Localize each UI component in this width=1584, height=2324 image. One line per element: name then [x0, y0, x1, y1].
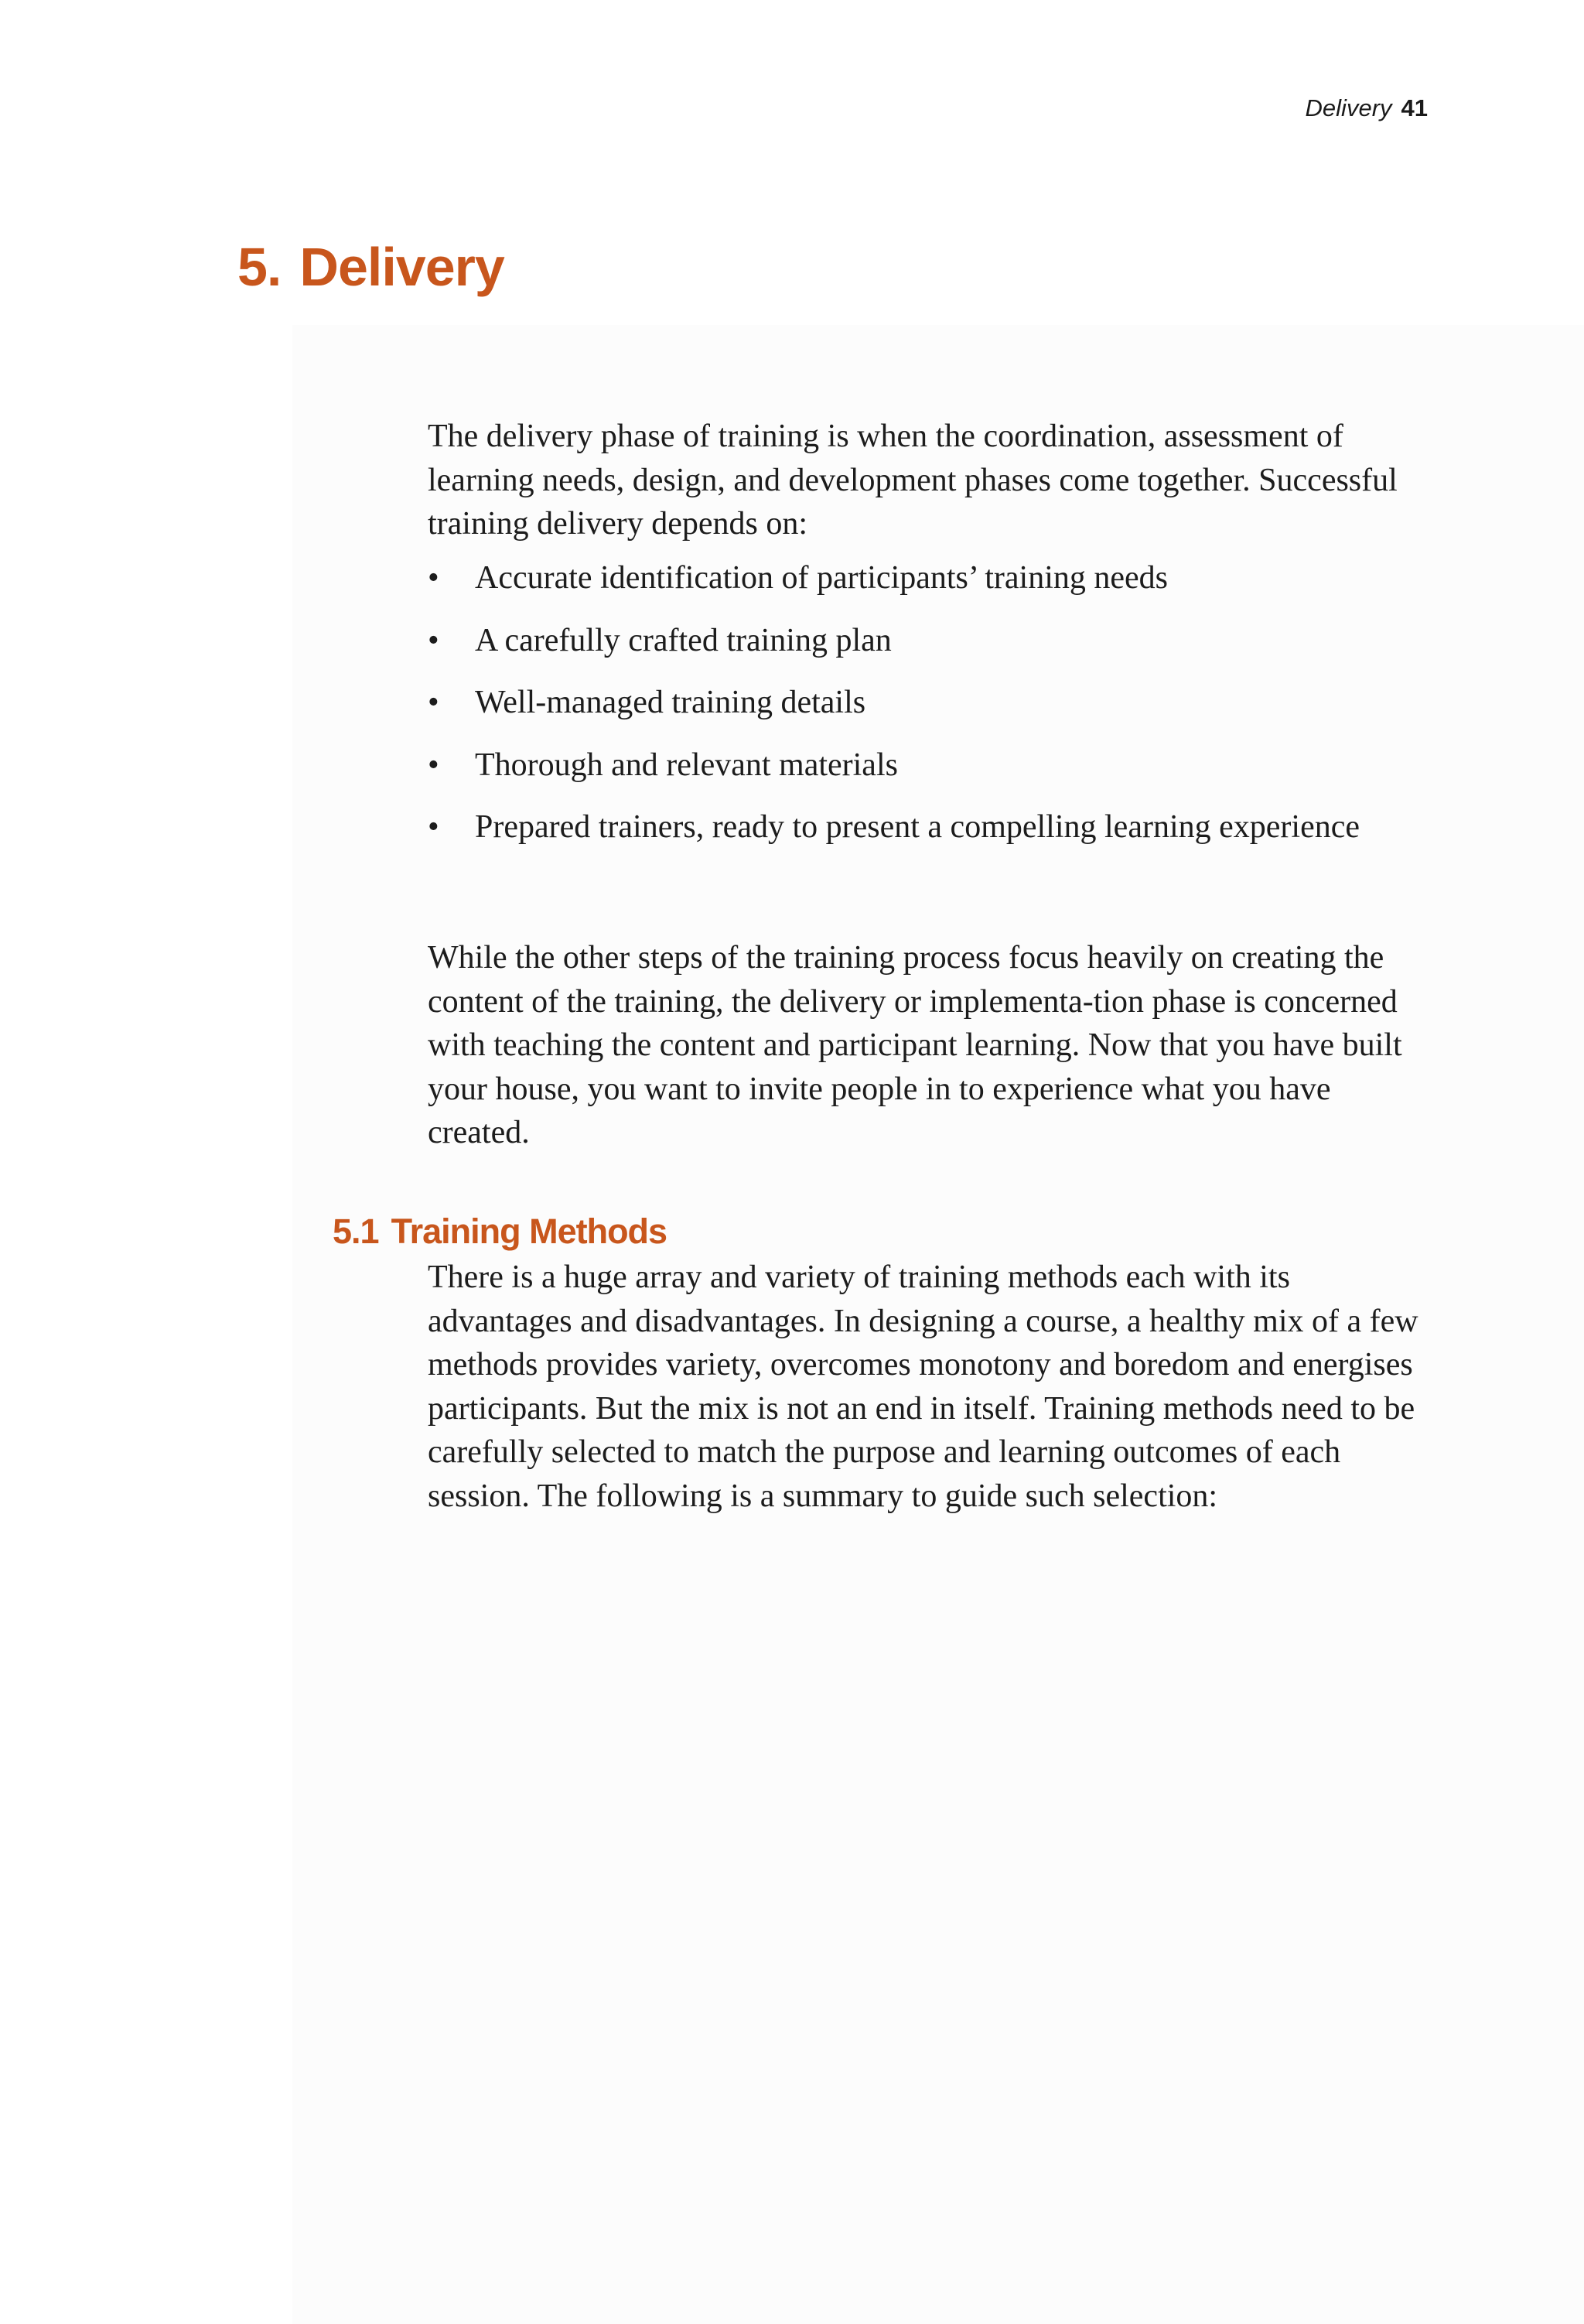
list-item-text: Accurate identification of participants’ training needs — [475, 560, 1169, 596]
bullet-icon: • — [428, 747, 439, 783]
list-item-text: Prepared trainers, ready to present a compelling learning experience — [475, 809, 1360, 845]
list-item — [428, 619, 1433, 663]
delivery-phase-paragraph: While the other steps of the training process focus heavily on creating the content of the training, the delivery or implementa-tion phase is concerned with teaching the content and participant learning. Now that you have built your house, you want to invite people in to experience what you have created. — [428, 940, 1402, 1150]
bullet-icon: • — [428, 622, 439, 658]
chapter-title-text: Delivery — [299, 237, 504, 297]
page-number: 41 — [1401, 94, 1428, 121]
running-header-section: Delivery — [1305, 94, 1392, 121]
bullet-icon: • — [428, 560, 439, 596]
list-item — [428, 681, 1433, 725]
chapter-title — [237, 232, 504, 302]
section-number: 5.1 — [333, 1212, 379, 1251]
list-item-text: A carefully crafted training plan — [475, 622, 892, 658]
intro-paragraph: The delivery phase of training is when the coordination, assessment of learning needs, design, and development phases come together. Successful training delivery depends on: — [428, 419, 1398, 542]
section-heading — [333, 1210, 667, 1253]
success-factors-list — [428, 556, 1433, 868]
list-item-text: Thorough and relevant materials — [475, 747, 898, 783]
list-item — [428, 556, 1433, 600]
running-header — [1306, 93, 1428, 124]
training-methods-paragraph: There is a huge array and variety of training methods each with its advantages and disadvantages. In designing a course, a healthy mix of a few methods provides variety, overcomes monotony and boredom and energises participants. But the mix is not an end in itself. Training methods need to be carefully selected to match the purpose and learning outcomes of each session. The following is a summary to guide such selection: — [428, 1259, 1418, 1514]
section-title: Training Methods — [391, 1212, 667, 1251]
list-item-text: Well-managed training details — [475, 685, 866, 720]
list-item — [428, 743, 1433, 788]
bullet-icon: • — [428, 685, 439, 720]
list-item — [428, 805, 1433, 849]
chapter-number: 5. — [237, 237, 282, 297]
bullet-icon: • — [428, 809, 439, 845]
